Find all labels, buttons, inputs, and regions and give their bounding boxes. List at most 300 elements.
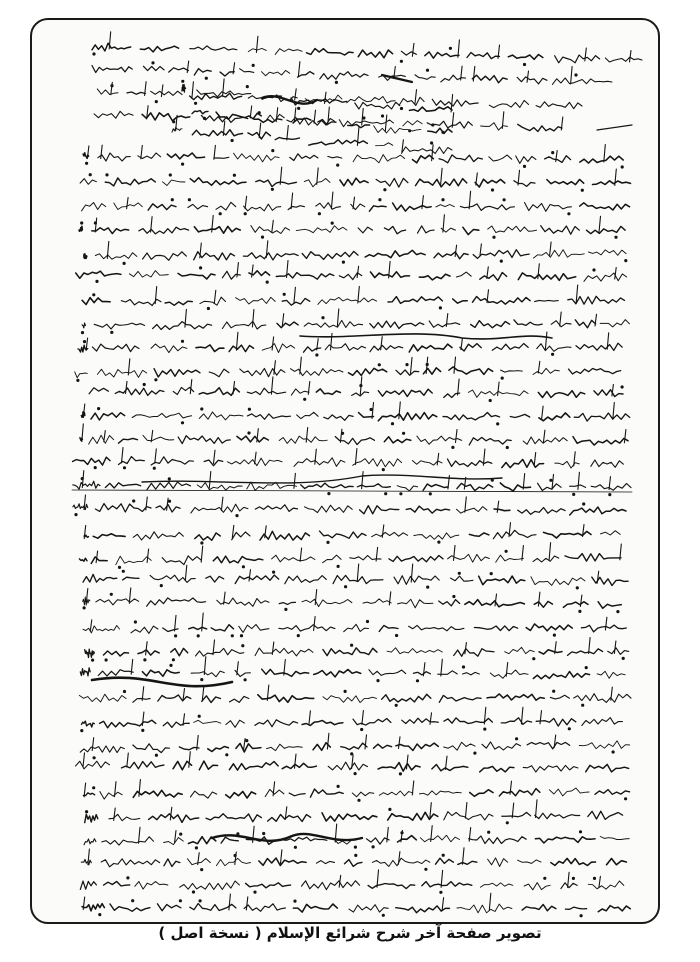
- handwriting-dot: [201, 869, 203, 871]
- handwriting-dot: [169, 174, 171, 176]
- handwriting-dot: [294, 900, 296, 902]
- handwriting-stroke: [192, 130, 242, 136]
- handwriting-stroke: [178, 273, 215, 279]
- handwriting-stroke: [492, 344, 528, 351]
- handwriting-dot: [493, 236, 495, 238]
- handwriting-stroke: [533, 672, 589, 679]
- handwriting-dot: [400, 107, 402, 109]
- handwriting-stroke: [473, 250, 529, 259]
- handwriting-stroke: [195, 533, 221, 540]
- handwriting-stroke: [297, 412, 319, 418]
- handwriting-stroke: [255, 648, 313, 656]
- handwriting-stroke: [104, 431, 106, 442]
- handwriting-stroke: [376, 178, 408, 187]
- handwriting-stroke: [190, 791, 216, 798]
- handwriting-dot: [500, 260, 502, 262]
- handwriting-dot: [391, 423, 393, 425]
- handwriting-stroke: [133, 699, 150, 703]
- handwriting-dot: [449, 47, 451, 49]
- handwriting-stroke: [164, 838, 184, 845]
- handwriting-stroke: [138, 650, 159, 655]
- handwriting-stroke: [100, 720, 156, 728]
- handwriting-stroke: [560, 312, 562, 326]
- handwriting-stroke: [399, 97, 424, 105]
- handwriting-dot: [106, 174, 108, 176]
- handwriting-stroke: [190, 380, 192, 394]
- handwriting-stroke: [349, 905, 388, 912]
- handwriting-stroke: [501, 370, 523, 372]
- handwriting-stroke: [436, 858, 454, 864]
- handwriting-stroke: [442, 898, 444, 911]
- handwriting-stroke: [363, 599, 391, 604]
- handwriting-stroke: [119, 438, 138, 443]
- handwriting-dot: [396, 634, 398, 636]
- handwriting-stroke: [473, 297, 531, 305]
- handwriting-stroke: [394, 576, 439, 585]
- handwriting-dot: [366, 620, 368, 622]
- handwriting-stroke: [523, 437, 567, 444]
- handwriting-stroke: [245, 196, 247, 208]
- handwriting-stroke: [262, 70, 290, 75]
- handwriting-stroke: [463, 227, 479, 234]
- handwriting-stroke: [582, 718, 623, 726]
- handwriting-stroke: [133, 744, 170, 753]
- handwriting-stroke: [291, 389, 309, 395]
- handwriting-dot: [171, 199, 173, 201]
- handwriting-stroke: [171, 648, 188, 655]
- handwriting-dot: [263, 832, 265, 834]
- handwriting-stroke: [608, 648, 629, 655]
- handwriting-stroke: [248, 48, 266, 51]
- handwriting-stroke: [298, 62, 300, 76]
- handwriting-dot: [617, 611, 619, 613]
- handwriting-stroke: [359, 413, 374, 418]
- handwriting-stroke: [287, 125, 289, 140]
- handwriting-dot: [304, 398, 306, 400]
- handwriting-stroke: [214, 145, 216, 159]
- handwriting-dot: [331, 222, 333, 224]
- handwriting-stroke: [550, 695, 569, 699]
- handwriting-stroke: [197, 483, 242, 491]
- handwriting-stroke: [358, 286, 360, 303]
- handwriting-stroke: [291, 369, 343, 376]
- handwriting-stroke: [175, 615, 177, 631]
- handwriting-stroke: [595, 314, 597, 326]
- handwriting-stroke: [458, 861, 477, 864]
- handwriting-dot: [153, 467, 155, 469]
- handwriting-stroke: [465, 803, 467, 819]
- handwriting-stroke: [463, 672, 480, 675]
- handwriting-stroke: [163, 722, 189, 727]
- handwriting-stroke: [293, 904, 337, 912]
- handwriting-stroke: [413, 155, 434, 163]
- handwriting-stroke: [605, 617, 607, 630]
- handwriting-stroke: [482, 742, 521, 750]
- handwriting-stroke: [461, 339, 463, 350]
- handwriting-dot: [261, 236, 263, 238]
- handwriting-stroke: [419, 274, 450, 280]
- handwriting-stroke: [209, 472, 211, 489]
- handwriting-stroke: [268, 815, 311, 822]
- handwriting-dot: [86, 811, 88, 813]
- handwriting-stroke: [127, 92, 145, 94]
- handwriting-stroke: [308, 382, 310, 395]
- handwriting-dot: [327, 541, 329, 543]
- handwriting-stroke: [320, 531, 367, 538]
- handwriting-stroke: [289, 793, 305, 796]
- handwriting-stroke: [600, 837, 629, 840]
- handwriting-stroke: [194, 226, 240, 233]
- handwriting-stroke: [580, 203, 630, 210]
- handwriting-dot: [170, 664, 172, 666]
- handwriting-stroke: [597, 571, 599, 583]
- handwriting-stroke: [116, 556, 151, 565]
- handwriting-dot: [579, 831, 581, 833]
- handwriting-stroke: [534, 601, 552, 607]
- handwriting-stroke: [162, 556, 201, 565]
- handwriting-dot: [462, 666, 464, 668]
- handwriting-dot: [337, 164, 339, 166]
- handwriting-stroke: [73, 481, 100, 489]
- handwriting-dot: [195, 847, 197, 849]
- handwriting-stroke: [244, 904, 285, 912]
- handwriting-stroke: [141, 145, 143, 158]
- handwriting-dot: [503, 199, 505, 201]
- handwriting-stroke: [302, 251, 358, 259]
- handwriting-stroke: [122, 448, 124, 463]
- handwriting-dot: [351, 644, 353, 646]
- handwriting-stroke: [251, 226, 290, 234]
- handwriting-dot: [399, 773, 401, 775]
- handwriting-stroke: [294, 287, 296, 303]
- handwriting-dot: [506, 446, 508, 448]
- handwriting-dot: [484, 728, 486, 730]
- handwriting-stroke: [73, 457, 110, 465]
- handwriting-stroke: [551, 321, 571, 327]
- handwriting-stroke: [156, 505, 180, 512]
- handwriting-dot: [403, 432, 405, 434]
- handwriting-dot: [94, 467, 96, 469]
- handwriting-dot: [429, 493, 431, 495]
- handwriting-stroke: [591, 460, 624, 467]
- handwriting-stroke: [323, 555, 342, 563]
- handwriting-stroke: [188, 204, 208, 209]
- handwriting-stroke: [79, 558, 87, 561]
- handwriting-stroke: [236, 743, 261, 752]
- handwriting-stroke: [232, 532, 250, 540]
- handwriting-stroke: [165, 301, 192, 305]
- handwriting-stroke: [97, 369, 146, 377]
- handwriting-stroke: [514, 181, 535, 187]
- handwriting-stroke: [580, 595, 582, 606]
- handwriting-stroke: [439, 695, 481, 702]
- handwriting-dot: [188, 199, 190, 201]
- handwriting-dot: [266, 281, 268, 283]
- handwriting-dot: [248, 432, 250, 434]
- handwriting-stroke: [369, 670, 406, 676]
- handwriting-stroke: [220, 72, 234, 76]
- handwriting-stroke: [396, 906, 450, 913]
- handwriting-stroke: [372, 858, 430, 866]
- handwriting-stroke: [344, 624, 369, 631]
- handwriting-stroke: [414, 533, 459, 539]
- handwriting-stroke: [467, 53, 499, 59]
- handwriting-dot: [377, 680, 379, 682]
- handwriting-dot: [77, 379, 79, 381]
- handwriting-stroke: [358, 227, 372, 233]
- handwriting-stroke: [131, 626, 158, 633]
- handwriting-dot: [552, 152, 554, 154]
- handwriting-stroke: [82, 323, 85, 328]
- handwriting-stroke: [470, 790, 493, 797]
- handwriting-stroke: [420, 791, 462, 795]
- handwriting-dot: [381, 115, 383, 117]
- handwriting-dot: [233, 174, 235, 176]
- handwriting-stroke: [494, 509, 510, 511]
- handwriting-dot: [181, 422, 183, 424]
- handwriting-stroke: [588, 811, 623, 819]
- handwriting-stroke: [475, 179, 505, 187]
- handwriting-stroke: [191, 504, 248, 513]
- handwriting-stroke: [488, 858, 508, 867]
- handwriting-stroke: [598, 602, 621, 609]
- handwriting-dot: [425, 868, 427, 870]
- handwriting-stroke: [472, 75, 507, 83]
- handwriting-stroke: [277, 322, 298, 328]
- handwriting-dot: [207, 307, 209, 309]
- handwriting-stroke: [595, 790, 630, 795]
- handwriting-dot: [416, 680, 418, 682]
- handwriting-dot: [93, 757, 95, 759]
- handwriting-stroke: [244, 204, 281, 211]
- handwriting-dot: [152, 62, 154, 64]
- handwriting-stroke: [206, 814, 261, 822]
- handwriting-dot: [491, 479, 493, 481]
- handwriting-dot: [143, 383, 145, 385]
- handwriting-stroke: [398, 836, 417, 842]
- handwriting-stroke: [454, 357, 456, 373]
- handwriting-dot: [625, 260, 627, 262]
- handwriting-stroke: [327, 733, 329, 749]
- handwriting-dot: [553, 690, 555, 692]
- handwriting-dot: [550, 479, 552, 481]
- handwriting-stroke: [294, 458, 345, 467]
- handwriting-dot: [231, 139, 233, 141]
- handwriting-stroke: [322, 813, 377, 821]
- handwriting-stroke: [430, 713, 432, 725]
- handwriting-stroke: [339, 875, 341, 887]
- handwriting-stroke: [357, 564, 359, 582]
- handwriting-stroke: [589, 638, 591, 654]
- handwriting-dot: [439, 307, 441, 309]
- handwriting-dot: [382, 469, 384, 471]
- handwriting-stroke: [169, 68, 189, 72]
- handwriting-stroke: [114, 808, 116, 820]
- handwriting-stroke: [533, 368, 559, 374]
- handwriting-dot: [242, 645, 244, 647]
- handwriting-stroke: [347, 97, 395, 104]
- handwriting-stroke: [244, 739, 246, 750]
- handwriting-stroke: [191, 671, 224, 677]
- handwriting-stroke: [214, 450, 216, 463]
- handwriting-dot: [585, 667, 587, 669]
- handwriting-stroke: [209, 369, 229, 377]
- handwriting-dot: [81, 478, 83, 480]
- handwriting-stroke: [574, 694, 631, 703]
- handwriting-stroke: [151, 457, 193, 465]
- handwriting-dot: [297, 635, 299, 637]
- handwriting-dot: [172, 659, 174, 661]
- handwriting-dot: [123, 690, 125, 692]
- handwriting-stroke: [506, 663, 508, 677]
- handwriting-stroke: [262, 344, 295, 353]
- handwriting-dot: [523, 63, 525, 65]
- handwriting-stroke: [565, 554, 621, 562]
- handwriting-stroke: [101, 859, 159, 867]
- handwriting-stroke: [488, 226, 537, 233]
- handwriting-dot: [426, 69, 428, 71]
- handwriting-stroke: [142, 670, 179, 677]
- handwriting-stroke: [150, 575, 195, 582]
- handwriting-stroke: [489, 893, 491, 910]
- handwriting-stroke: [143, 252, 187, 260]
- handwriting-stroke: [249, 570, 251, 581]
- handwriting-stroke: [82, 298, 110, 305]
- handwriting-stroke: [385, 115, 387, 131]
- handwriting-stroke: [362, 711, 364, 725]
- handwriting-stroke: [397, 486, 417, 491]
- handwriting-stroke: [149, 814, 199, 823]
- handwriting-stroke: [170, 807, 172, 820]
- handwriting-stroke: [272, 337, 274, 350]
- handwriting-stroke: [487, 694, 544, 700]
- handwriting-stroke: [114, 203, 143, 210]
- handwriting-stroke: [161, 85, 163, 97]
- manuscript-page: [30, 18, 660, 924]
- handwriting-stroke: [229, 345, 254, 352]
- handwriting-stroke: [527, 742, 570, 749]
- handwriting-dot: [612, 751, 614, 753]
- handwriting-dot: [453, 595, 455, 597]
- handwriting-stroke: [127, 753, 129, 767]
- handwriting-stroke: [527, 71, 529, 82]
- handwriting-dot: [427, 586, 429, 588]
- handwriting-stroke: [418, 226, 435, 233]
- handwriting-stroke: [379, 791, 413, 796]
- handwriting-stroke: [457, 904, 512, 913]
- handwriting-dot: [246, 86, 248, 88]
- handwriting-stroke: [541, 226, 580, 235]
- handwriting-dot: [237, 833, 239, 835]
- handwriting-dot: [99, 914, 101, 916]
- handwriting-stroke: [372, 532, 408, 536]
- handwriting-stroke: [83, 574, 117, 582]
- handwriting-stroke: [493, 530, 536, 538]
- handwriting-stroke: [402, 147, 453, 154]
- handwriting-stroke: [417, 436, 462, 444]
- handwriting-dot: [285, 608, 287, 610]
- handwriting-stroke: [290, 154, 318, 161]
- handwriting-dot: [155, 379, 157, 381]
- handwriting-stroke: [92, 43, 131, 51]
- handwriting-dot: [201, 408, 203, 410]
- handwriting-stroke: [142, 712, 144, 725]
- handwriting-stroke: [571, 67, 573, 84]
- handwriting-stroke: [100, 792, 122, 800]
- handwriting-dot: [572, 877, 574, 879]
- handwriting-stroke: [501, 718, 531, 725]
- handwriting-stroke: [89, 388, 108, 394]
- handwriting-stroke: [538, 592, 540, 606]
- handwriting-stroke: [409, 344, 452, 352]
- handwriting-dot: [351, 753, 353, 755]
- handwriting-stroke: [587, 226, 626, 233]
- handwriting-dot: [182, 163, 184, 165]
- handwriting-stroke: [341, 743, 367, 750]
- handwriting-stroke: [555, 55, 600, 63]
- handwriting-stroke: [126, 381, 128, 393]
- handwriting-stroke: [255, 452, 257, 464]
- handwriting-stroke: [429, 321, 460, 327]
- handwriting-stroke: [411, 357, 413, 373]
- handwriting-stroke: [480, 883, 512, 887]
- handwriting-stroke: [381, 337, 383, 350]
- handwriting-dot: [354, 846, 356, 848]
- handwriting-dot: [244, 213, 246, 215]
- handwriting-stroke: [139, 827, 141, 843]
- handwriting-stroke: [296, 226, 347, 233]
- handwriting-stroke: [147, 598, 206, 606]
- handwriting-dot: [440, 891, 442, 893]
- handwriting-dot: [395, 704, 397, 706]
- handwriting-stroke: [518, 124, 562, 131]
- handwriting-dot: [134, 621, 136, 623]
- handwriting-dot: [298, 107, 300, 109]
- handwriting-stroke: [525, 203, 572, 212]
- handwriting-dot: [252, 64, 254, 66]
- handwriting-dot: [179, 900, 181, 902]
- handwriting-stroke: [147, 482, 191, 490]
- handwriting-dot: [272, 150, 274, 152]
- handwriting-stroke: [85, 814, 98, 822]
- handwriting-stroke: [102, 837, 154, 845]
- handwriting-stroke: [502, 812, 531, 816]
- handwriting-stroke: [406, 506, 449, 513]
- handwriting-stroke: [79, 694, 126, 702]
- handwriting-stroke: [301, 483, 353, 488]
- handwriting-dot: [92, 659, 94, 661]
- handwriting-stroke: [236, 297, 276, 304]
- handwriting-stroke: [83, 626, 120, 633]
- handwriting-stroke: [237, 436, 268, 442]
- handwriting-stroke: [561, 883, 577, 889]
- handwriting-dot: [318, 213, 320, 215]
- handwriting-stroke: [153, 322, 212, 330]
- handwriting-stroke: [480, 273, 507, 281]
- handwriting-dot: [198, 715, 200, 717]
- handwriting-stroke: [476, 173, 478, 185]
- handwriting-stroke: [508, 55, 543, 60]
- handwriting-stroke: [518, 273, 575, 281]
- handwriting-stroke: [199, 412, 243, 420]
- handwriting-stroke: [496, 555, 524, 562]
- handwriting-stroke: [214, 157, 229, 158]
- handwriting-stroke: [614, 641, 616, 653]
- handwriting-stroke: [591, 484, 631, 491]
- handwriting-stroke: [544, 531, 592, 538]
- handwriting-stroke: [250, 106, 252, 118]
- handwriting-stroke: [555, 461, 579, 468]
